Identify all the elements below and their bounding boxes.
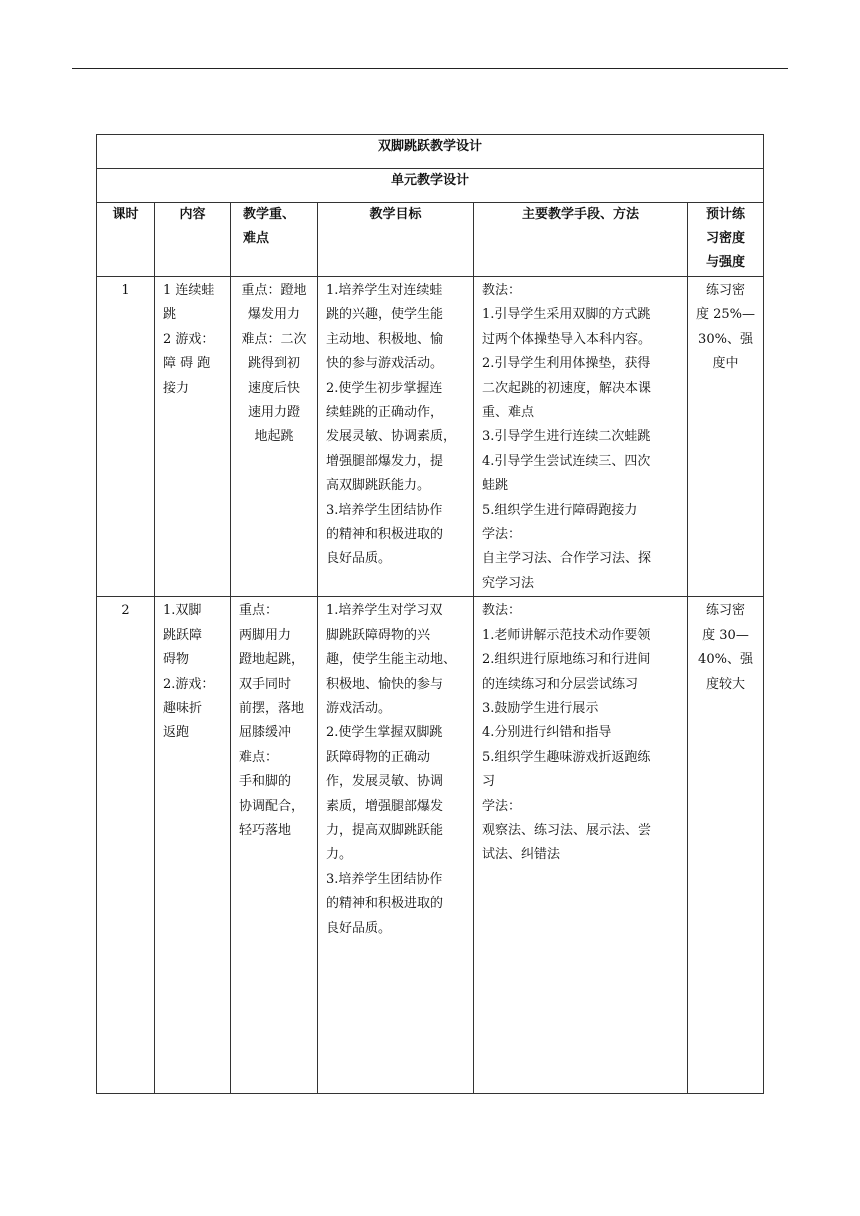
methods-cell: 教法： 1.引导学生采用双脚的方式跳 过两个体操垫导入本科内容。 2.引导学生利用体操垫，获得 二次起跳的初速度，解决本课 重、难点 3.引导学生进行连续二次蛙跳 4.引导学生尝试连续三、四次 蛙跳 5.组织学生进行障碍跑接力 学法： 自主学习法、合作学习法、探 究学习法 xyxy=(482,283,652,591)
header-content: 内容 xyxy=(155,203,231,277)
table-row xyxy=(97,277,764,597)
subtitle-row xyxy=(97,169,764,203)
lesson-plan-table xyxy=(96,134,764,1094)
header-key-points: 教学重、 难点 xyxy=(231,203,318,277)
header-period: 课时 xyxy=(97,203,155,277)
table-row xyxy=(97,597,764,1094)
density-cell: 练习密 度 25%— 30%、强 度中 xyxy=(696,283,756,372)
header-rule xyxy=(72,68,788,69)
table-title: 双脚跳跃教学设计 xyxy=(97,135,764,169)
methods-cell: 教法： 1.老师讲解示范技术动作要领 2.组织进行原地练习和行进间 的连续练习和分层尝试练习 3.鼓励学生进行展示 4.分别进行纠错和指导 5.组织学生趣味游戏折返跑练 习 学法： 观察法、练习法、展示法、尝 试法、纠错法 xyxy=(482,603,652,863)
period-cell: 1 xyxy=(121,283,130,298)
density-cell: 练习密 度 30— 40%、强 度较大 xyxy=(698,603,753,692)
header-objectives: 教学目标 xyxy=(318,203,474,277)
objectives-cell: 1.培养学生对连续蛙 跳的兴趣，使学生能 主动地、积极地、愉 快的参与游戏活动。 2.使学生初步掌握连 续蛙跳的正确动作， 发展灵敏、协调素质， 增强腿部爆发力，提 高双脚跳跃能力。 3.培养学生团结协作 的精神和积极进取的 良好品质。 xyxy=(326,283,457,567)
content-cell: 1.双脚 跳跃障 碍物 2.游戏： 趣味折 返跑 xyxy=(163,603,215,741)
header-row xyxy=(97,203,764,277)
title-row xyxy=(97,135,764,169)
key-points-cell: 重点： 两脚用力 蹬地起跳， 双手同时 前摆，落地 屈膝缓冲 难点： 手和脚的 协调配合， 轻巧落地 xyxy=(239,603,305,838)
table-subtitle: 单元教学设计 xyxy=(97,169,764,203)
key-points-cell: 重点：蹬地 爆发用力 难点：二次 跳得到初 速度后快 速用力蹬 地起跳 xyxy=(241,283,307,445)
content-cell: 1 连续蛙 跳 2 游戏： 障 碍 跑 接力 xyxy=(163,283,215,396)
header-density: 预计练 习密度 与强度 xyxy=(688,203,764,277)
objectives-cell: 1.培养学生对学习双 脚跳跃障碍物的兴 趣，使学生能主动地、 积极地、愉快的参与 游戏活动。 2.使学生掌握双脚跳 跃障碍物的正确动 作，发展灵敏、协调 素质，增强腿部爆发 力，提高双脚跳跃能 力。 3.培养学生团结协作 的精神和积极进取的 良好品质。 xyxy=(326,603,457,936)
period-cell: 2 xyxy=(121,603,130,619)
header-methods: 主要教学手段、方法 xyxy=(474,203,688,277)
